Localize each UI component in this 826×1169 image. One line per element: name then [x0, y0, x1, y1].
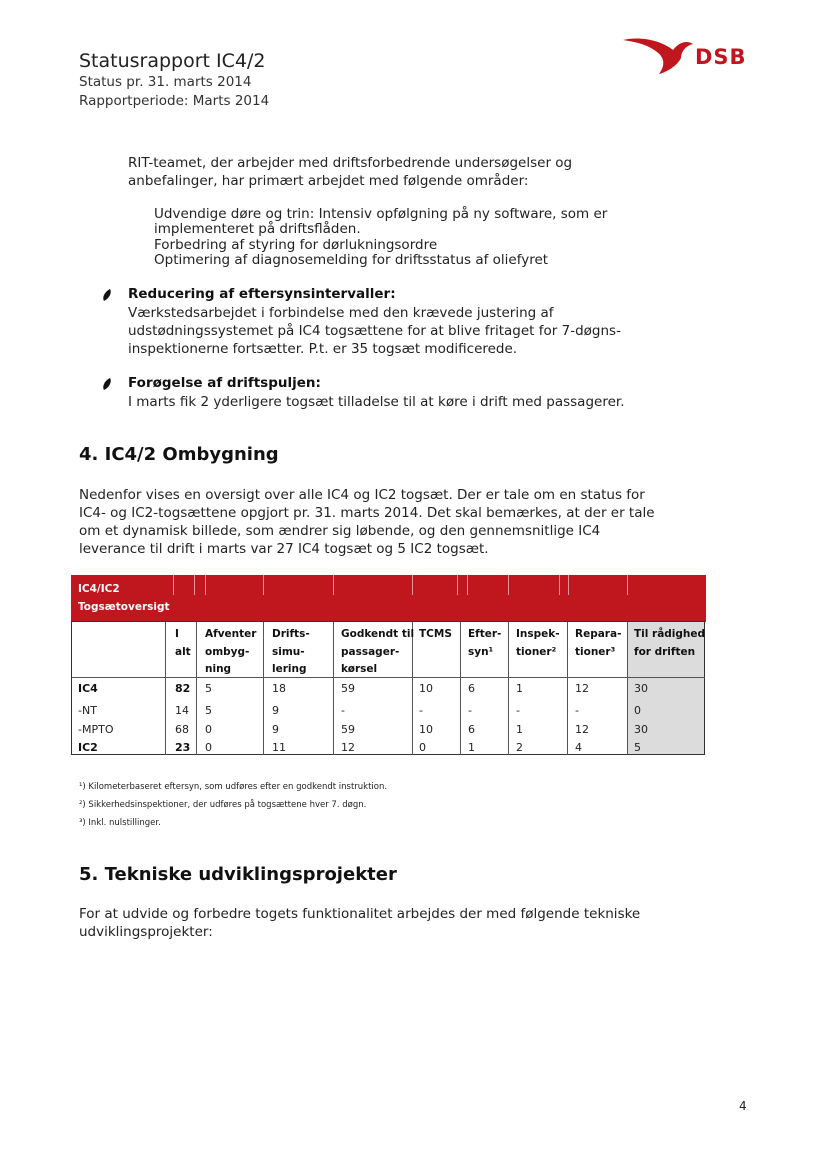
- table-header-cell: Godkendt til: [341, 628, 415, 640]
- bullet-text-line: udstødningssystemet på IC4 togsættene for at blive fritaget for 7-døgns-: [128, 323, 621, 339]
- table-cell: 59: [341, 723, 355, 736]
- section-4-line: leverance til drift i marts var 27 IC4 togsæt og 5 IC2 togsæt.: [79, 541, 489, 557]
- table-header-cell: Efter-: [468, 628, 502, 640]
- table-header-cell: for driften: [634, 645, 696, 658]
- section-5-line: udviklingsprojekter:: [79, 924, 213, 940]
- table-cell: 12: [341, 741, 355, 754]
- table-cell: 0: [205, 723, 212, 736]
- table-cell: 68: [175, 723, 189, 736]
- table-cell: 18: [272, 682, 286, 695]
- leaf-bullet-icon: [102, 378, 112, 390]
- bullet-text-line: I marts fik 2 yderligere togsæt tilladelse til at køre i drift med passagerer.: [128, 394, 625, 410]
- table-header-divider: [72, 677, 705, 678]
- table-header-cell: Afventer: [205, 628, 257, 640]
- table-cell: 1: [516, 682, 523, 695]
- table-row-label: IC4: [78, 682, 98, 695]
- report-period: Rapportperiode: Marts 2014: [79, 93, 270, 109]
- table-header-cell: ombyg-: [205, 645, 250, 658]
- table-header-cell: Inspek-: [516, 628, 560, 640]
- table-header-cell: alt: [175, 645, 191, 658]
- table-cell: 5: [205, 682, 212, 695]
- dsb-logo: [621, 36, 751, 78]
- table-header-cell: Til rådighed: [634, 628, 706, 640]
- table-row-label: -NT: [78, 704, 97, 717]
- bullet-text-line: inspektionerne fortsætter. P.t. er 35 togsæt modificerede.: [128, 341, 518, 357]
- table-header-cell: syn¹: [468, 645, 494, 658]
- table-cell: 30: [634, 682, 648, 695]
- section-4-heading: 4. IC4/2 Ombygning: [79, 444, 279, 465]
- table-header-cell: Repara-: [575, 628, 622, 640]
- table-header-cell: TCMS: [419, 628, 452, 640]
- section-4-line: om et dynamisk billede, som ændrer sig løbende, og den gennemsnitlige IC4: [79, 523, 601, 539]
- table-cell: 1: [468, 741, 475, 754]
- table-cell: -: [468, 704, 472, 717]
- page-number: 4: [739, 1099, 747, 1113]
- table-header-cell: simu-: [272, 645, 305, 658]
- table-cell: -: [341, 704, 345, 717]
- intro-line-2: anbefalinger, har primært arbejdet med følgende områder:: [128, 173, 529, 189]
- table-header-cell: passager-: [341, 645, 400, 658]
- table-cell: 12: [575, 682, 589, 695]
- leaf-bullet-icon: [102, 289, 112, 301]
- table-header-cell: lering: [272, 663, 307, 675]
- table-cell: 10: [419, 682, 433, 695]
- table-title: IC4/IC2: [78, 583, 120, 595]
- table-cell: 59: [341, 682, 355, 695]
- table-cell: 9: [272, 723, 279, 736]
- table-cell: 5: [634, 741, 641, 754]
- table-header-cell: ning: [205, 663, 232, 675]
- bullet-text-line: Værkstedsarbejdet i forbindelse med den krævede justering af: [128, 305, 554, 321]
- document-title: Statusrapport IC4/2: [79, 50, 266, 72]
- section-4-line: IC4- og IC2-togsættene opgjort pr. 31. marts 2014. Det skal bemærkes, at der er tale: [79, 505, 655, 521]
- footnote-2: ²) Sikkerhedsinspektioner, der udføres på togsættene hver 7. døgn.: [79, 800, 367, 810]
- table-cell: 12: [575, 723, 589, 736]
- section-5-line: For at udvide og forbedre togets funktionalitet arbejdes der med følgende tekniske: [79, 906, 641, 922]
- table-header-cell: Drifts-: [272, 628, 310, 640]
- intro-item-3: Optimering af diagnosemelding for driftsstatus af oliefyret: [154, 252, 549, 268]
- table-title-bar: [71, 575, 706, 622]
- table-cell: 6: [468, 723, 475, 736]
- table-cell: 4: [575, 741, 582, 754]
- table-cell: 1: [516, 723, 523, 736]
- dsb-logo-text: DSB: [695, 45, 747, 69]
- section-5-heading: 5. Tekniske udviklingsprojekter: [79, 864, 397, 885]
- table-cell: 10: [419, 723, 433, 736]
- table-header-cell: tioner²: [516, 645, 557, 658]
- table-cell: 9: [272, 704, 279, 717]
- table-header-cell: I: [175, 628, 179, 640]
- table-row-label: -MPTO: [78, 723, 114, 736]
- bullet-heading-driftspulje: Forøgelse af driftspuljen:: [128, 375, 321, 391]
- table-header-cell: tioner³: [575, 645, 616, 658]
- intro-item-1: Udvendige døre og trin: Intensiv opfølgning på ny software, som er: [154, 206, 608, 222]
- table-row-label: IC2: [78, 741, 98, 754]
- table-cell: 23: [175, 741, 191, 754]
- table-cell: 5: [205, 704, 212, 717]
- table-subtitle: Togsætoversigt: [78, 601, 170, 613]
- bullet-heading-eftersyn: Reducering af eftersynsintervaller:: [128, 286, 396, 302]
- table-cell: 30: [634, 723, 648, 736]
- intro-line-1: RIT-teamet, der arbejder med driftsforbedrende undersøgelser og: [128, 155, 573, 171]
- section-4-line: Nedenfor vises en oversigt over alle IC4 og IC2 togsæt. Der er tale om en status for: [79, 487, 645, 503]
- table-cell: -: [575, 704, 579, 717]
- intro-item-1-cont: implementeret på driftsflåden.: [154, 221, 361, 237]
- table-cell: 2: [516, 741, 523, 754]
- table-header-cell: kørsel: [341, 663, 378, 675]
- intro-item-2: Forbedring af styring for dørlukningsordre: [154, 237, 438, 253]
- table-cell: -: [516, 704, 520, 717]
- table-cell: 6: [468, 682, 475, 695]
- status-date: Status pr. 31. marts 2014: [79, 74, 252, 90]
- table-cell: 0: [419, 741, 426, 754]
- footnote-3: ³) Inkl. nulstillinger.: [79, 818, 161, 828]
- table-cell: 82: [175, 682, 191, 695]
- footnote-1: ¹) Kilometerbaseret eftersyn, som udføres efter en godkendt instruktion.: [79, 782, 388, 792]
- table-cell: 11: [272, 741, 286, 754]
- table-cell: 0: [634, 704, 641, 717]
- table-cell: 0: [205, 741, 212, 754]
- table-cell: -: [419, 704, 423, 717]
- table-cell: 14: [175, 704, 189, 717]
